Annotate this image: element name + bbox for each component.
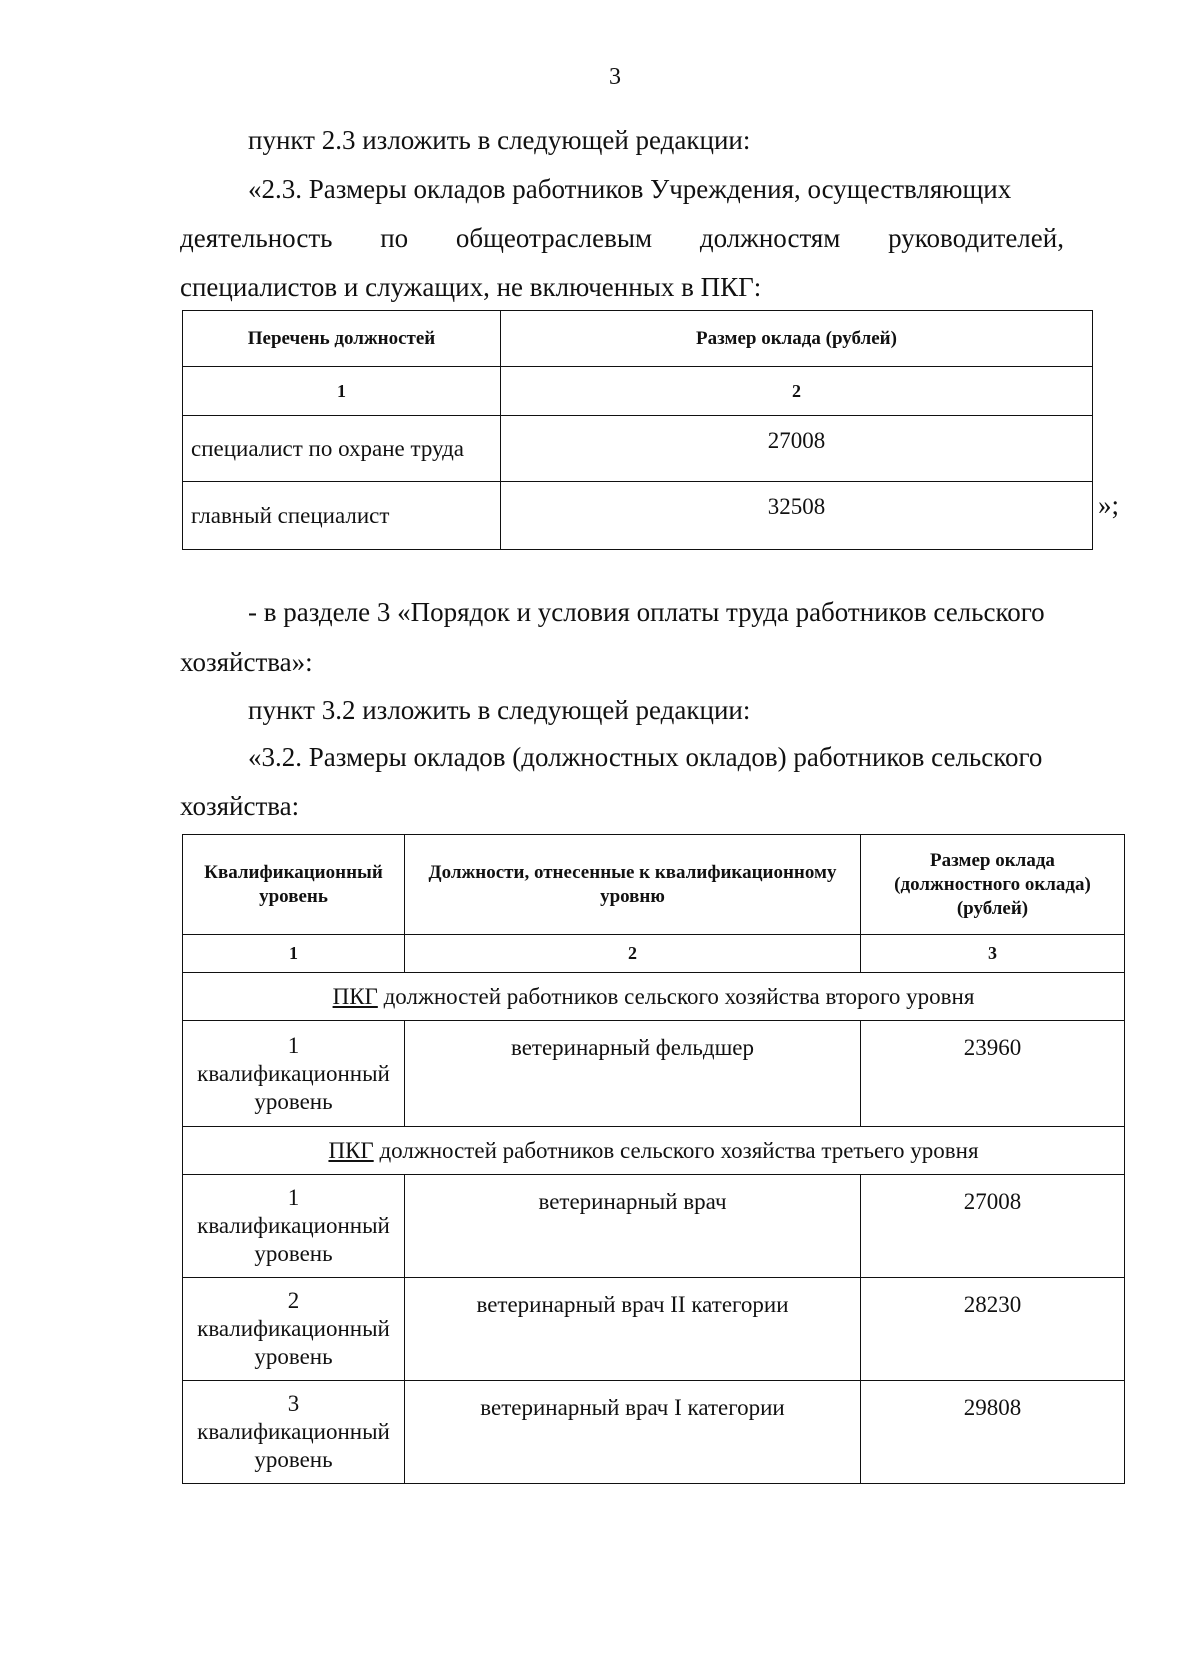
table2-col-number: 2 xyxy=(405,935,861,973)
group-title-text: должностей работников сельского хозяйства второго уровня xyxy=(377,984,975,1009)
level-word: квалификационный xyxy=(197,1316,390,1341)
paragraph-2-3-line1: «2.3. Размеры окладов работников Учреждения, осуществляющих xyxy=(248,174,1012,204)
table1-header-salary: Размер оклада (рублей) xyxy=(501,311,1093,367)
section-3-line1: - в разделе 3 «Порядок и условия оплаты труда работников сельского xyxy=(248,597,1045,627)
table2-col-number: 1 xyxy=(183,935,405,973)
level-word: уровень xyxy=(254,1088,333,1114)
level-word: уровень xyxy=(254,1447,333,1472)
table2-position-cell: ветеринарный врач I категории xyxy=(405,1381,861,1484)
group-abbr: ПКГ xyxy=(328,1138,374,1163)
word: по xyxy=(380,223,409,253)
closing-quote: »; xyxy=(1098,490,1120,520)
paragraph-2-3-line3: специалистов и служащих, не включенных в ПКГ: xyxy=(180,272,762,302)
table2-level-cell xyxy=(183,1175,405,1278)
table2-header-level: Квалификационный уровень xyxy=(183,835,405,935)
level-number: 3 xyxy=(287,1391,300,1416)
level-word: квалификационный xyxy=(197,1060,390,1086)
paragraph-3-2-intro: пункт 3.2 изложить в следующей редакции: xyxy=(248,695,751,725)
table2-position-cell: ветеринарный врач xyxy=(405,1175,861,1278)
table1-position-cell: главный специалист xyxy=(183,482,501,550)
section-3-line2: хозяйства»: xyxy=(180,647,313,677)
paragraph-2-3-line2 xyxy=(180,222,1064,254)
table2-header-salary: Размер оклада (должностного оклада) (рублей) xyxy=(861,835,1125,935)
table2-group-title xyxy=(183,973,1125,1021)
group-abbr: ПКГ xyxy=(332,984,378,1009)
table1-col-number: 2 xyxy=(501,367,1093,416)
table2-salary-cell: 29808 xyxy=(861,1381,1125,1484)
paragraph-3-2-line2: хозяйства: xyxy=(180,791,300,821)
table2-salary-cell: 28230 xyxy=(861,1278,1125,1381)
table2-header-positions: Должности, отнесенные к квалификационному уровню xyxy=(405,835,861,935)
table1-salary-cell: 32508 xyxy=(501,482,1093,550)
paragraph-2-3-intro: пункт 2.3 изложить в следующей редакции: xyxy=(248,125,751,155)
table2-salary-cell: 23960 xyxy=(861,1021,1125,1127)
group-title-text: должностей работников сельского хозяйства третьего уровня xyxy=(373,1138,979,1163)
level-word: уровень xyxy=(254,1241,333,1266)
table2-group-title xyxy=(183,1127,1125,1175)
word: должностям xyxy=(699,223,841,253)
table1-position-cell: специалист по охране труда xyxy=(183,416,501,482)
table1-col-number: 1 xyxy=(183,367,501,416)
table2-col-number: 3 xyxy=(861,935,1125,973)
table-agriculture-positions xyxy=(182,834,1125,1484)
table2-level-cell xyxy=(183,1278,405,1381)
table-general-positions xyxy=(182,310,1093,550)
level-number: 2 xyxy=(287,1288,300,1313)
table2-salary-cell: 27008 xyxy=(861,1175,1125,1278)
table2-position-cell: ветеринарный фельдшер xyxy=(405,1021,861,1127)
word: деятельность xyxy=(180,223,333,253)
level-word: квалификационный xyxy=(197,1419,390,1444)
word: руководителей, xyxy=(888,223,1064,253)
level-number: 1 xyxy=(287,1032,300,1058)
table1-salary-cell: 27008 xyxy=(501,416,1093,482)
word: общеотраслевым xyxy=(455,223,653,253)
table2-level-cell xyxy=(183,1381,405,1484)
table2-position-cell: ветеринарный врач II категории xyxy=(405,1278,861,1381)
table1-header-positions: Перечень должностей xyxy=(183,311,501,367)
paragraph-3-2-line1: «3.2. Размеры окладов (должностных окладов) работников сельского xyxy=(248,742,1043,772)
page-number: 3 xyxy=(609,64,621,90)
level-number: 1 xyxy=(287,1185,300,1210)
level-word: квалификационный xyxy=(197,1213,390,1238)
table2-level-cell xyxy=(183,1021,405,1127)
level-word: уровень xyxy=(254,1344,333,1369)
